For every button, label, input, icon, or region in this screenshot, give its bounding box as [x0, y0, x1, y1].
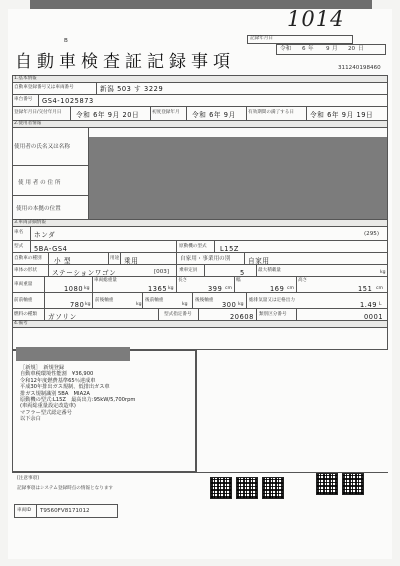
remarks-redaction [16, 347, 130, 361]
notes-label: [注意事項] [17, 476, 39, 481]
displacement-value: 1.49 [360, 301, 378, 309]
document-number: 311240198460 [338, 65, 381, 71]
front-axle-value: 780 [70, 301, 85, 309]
reg-number-value: 新潟 503 す 3229 [100, 85, 164, 93]
section-user-header [13, 121, 387, 127]
reg-number-label: 自動車登録番号又は車両番号 [14, 85, 74, 90]
width-label: 幅 [236, 278, 241, 283]
use-value: 乗用 [124, 257, 139, 265]
height-label: 高さ [298, 278, 308, 283]
qr-code-4 [316, 473, 338, 495]
model-label: 型式 [14, 244, 24, 249]
expiry-label: 有効期間の満了する日 [248, 110, 294, 115]
rear-front-axle-label: 後前軸重 [145, 298, 164, 303]
body-label: 車体の形状 [14, 268, 37, 273]
section-basic-header [13, 76, 387, 82]
section-remarks-label: 4.備考 [14, 320, 28, 326]
remarks-text: ［新規］ 新規登録 自動車税環境性能割 ¥36,900 令和12年度燃費基準65％達成車 平成30年排出ガス規制、低排出ガス車 排ガス規制識別 5BA MIA2A 原動機の型式:L15Z 最高出力:95kW/5,700rpm (車両総重量設定改造車) マフラー型式認定番号 以下余白 [20, 365, 136, 423]
type-number-label: 型式指定番号 [164, 312, 192, 317]
weight-label: 車両重量 [14, 282, 33, 287]
engine-label: 原動機の型式 [179, 244, 207, 249]
user-name-label: 使用者の氏名又は名称 [14, 144, 70, 150]
issue-date-era: 令和 [280, 46, 292, 52]
body-value: ステーションワゴン [52, 269, 117, 277]
use-label: 用途 [110, 256, 120, 261]
issue-date-value-box [276, 44, 386, 55]
width-value: 169 [270, 285, 285, 293]
length-value: 399 [208, 285, 223, 293]
kind-value: 小 型 [54, 257, 72, 265]
qr-code-1 [210, 477, 232, 499]
section-basic-label: 1.基本情報 [14, 75, 37, 81]
maker-value: ホンダ [34, 231, 56, 239]
length-label: 長さ [178, 278, 188, 283]
section-user-label: 2.使用者情報 [14, 120, 42, 126]
user-info-redaction [89, 137, 387, 219]
weight-value: 1080 [64, 285, 84, 293]
front-axle-label: 前前軸重 [14, 298, 33, 303]
reg-date-label: 登録年月日/交付年月日 [14, 110, 62, 115]
user-address-label: 使 用 者 の 住 所 [18, 180, 61, 186]
qr-code-3 [262, 477, 284, 499]
class-number-value: 0001 [364, 313, 384, 321]
base-location-label: 使用の本拠の位置 [16, 206, 61, 212]
rear-rear-axle-value: 300 [222, 301, 237, 309]
issue-date-day: 20 [348, 46, 356, 52]
capacity-label: 乗車定員 [179, 268, 198, 273]
front-rear-axle-label: 前後軸重 [95, 298, 114, 303]
displacement-label: 総排気量又は定格出力 [249, 298, 295, 303]
first-reg-value: 令和 6年 9月 [192, 111, 236, 119]
section-vehicle-label: 3.車両詳細情報 [14, 219, 46, 225]
model-value: 5BA-GS4 [34, 245, 68, 253]
vehicle-id-value: T9560FV8171012 [40, 508, 90, 514]
capacity-value: 5 [240, 269, 245, 277]
rear-rear-axle-label: 後後軸重 [195, 298, 214, 303]
issue-date-label: 記録年月日 [250, 36, 273, 41]
body-code: [003] [154, 269, 170, 275]
purpose-label: 自家用・事業用の別 [180, 256, 231, 262]
vehicle-id-label: 車両ID [17, 508, 32, 513]
kind-label: 自動車の種別 [14, 256, 42, 261]
qr-code-5 [342, 473, 364, 495]
max-load-label: 最大積載量 [258, 268, 281, 273]
qr-code-2 [236, 477, 258, 499]
notes-text: 記録事項はシステム登録時点の情報となります [17, 486, 114, 491]
type-number-value: 20608 [230, 313, 254, 321]
displacement-unit: L [379, 302, 382, 307]
height-value: 151 [358, 285, 373, 293]
engine-value: L15Z [220, 245, 239, 253]
class-number-label: 類別区分番号 [259, 312, 287, 317]
fuel-label: 燃料の種類 [14, 312, 37, 317]
section-remarks-header [13, 321, 387, 327]
gross-weight-label: 車両総重量 [94, 278, 117, 283]
gross-weight-value: 1365 [148, 285, 168, 293]
expiry-value: 令和 6年 9月 19日 [310, 111, 374, 119]
maker-label: 車名 [14, 230, 24, 235]
chassis-value: GS4-1025873 [42, 97, 94, 105]
purpose-value: 自家用 [248, 257, 270, 265]
doc-letter: B [64, 38, 68, 44]
first-reg-label: 初度登録年月 [152, 110, 180, 115]
reg-date-value: 令和 6年 9月 20日 [76, 111, 140, 119]
issue-date-year: 6 [302, 46, 306, 52]
fuel-value: ガソリン [48, 313, 77, 321]
issue-date-month: 9 [326, 46, 330, 52]
section-vehicle-header [13, 220, 387, 226]
max-load-unit: kg [380, 270, 386, 275]
inspection-record-page: 1014 記録年月日 令和 6 年 9 月 20 日 B 自動車検査証記録事項 311240198460 1.基本情報 自動車登録番号又は車両番号 新潟 503 す 3229 車台番号 GS4-1025873 登録年月日/交付年月日 令和 6年 9月 20日 初度登録年月 令和 6年 9月 有効期間の満了する日 令和 6年 9月 19日 2.使用者情報 使用者の氏名又は名称 使 用 者 の 住 所 使用の本拠の位置 3.車両詳細情報 車名 ホンダ (295) 型式 5BA-GS4 原動機の型式 L15Z 自動車の種別 小 型 用途 乗用 自家用・事業用の別 自家用 車体の形状 ステーションワゴン [003] 乗車定員 5 最大積載量 kg 車両重量 1080 kg 車両総重量 1365 kg 長さ 399 cm 幅 169 cm 高さ 151 cm 前前軸重 780 kg 前後軸重 kg 後前軸重 kg 後後軸重 300 kg 総排気量又は定格出力 1.49 L 燃料の種類 ガソリン 型式指定番号 20608 類別区分番号 0001 4.備考 ［新規］ 新規登録 自動車税環境性能割 ¥36,900 令和12年度燃費基準65％達成車 平成30年排出ガス規制、低排出ガス車 排ガス規制識別 5BA MIA2A 原動機の型式:L15Z 最高出力:95kW/5,700rpm (車両総重量設定改造車) マフラー型式認定番号 以下余白 [注意事項] 記録事項はシステム登録時点の情報となります 車両ID T9560FV8171012 [8, 9, 392, 559]
maker-code: (295) [364, 231, 380, 237]
handwritten-number: 1014 [287, 7, 345, 31]
document-title: 自動車検査証記録事項 [15, 52, 235, 72]
chassis-label: 車台番号 [14, 97, 33, 102]
